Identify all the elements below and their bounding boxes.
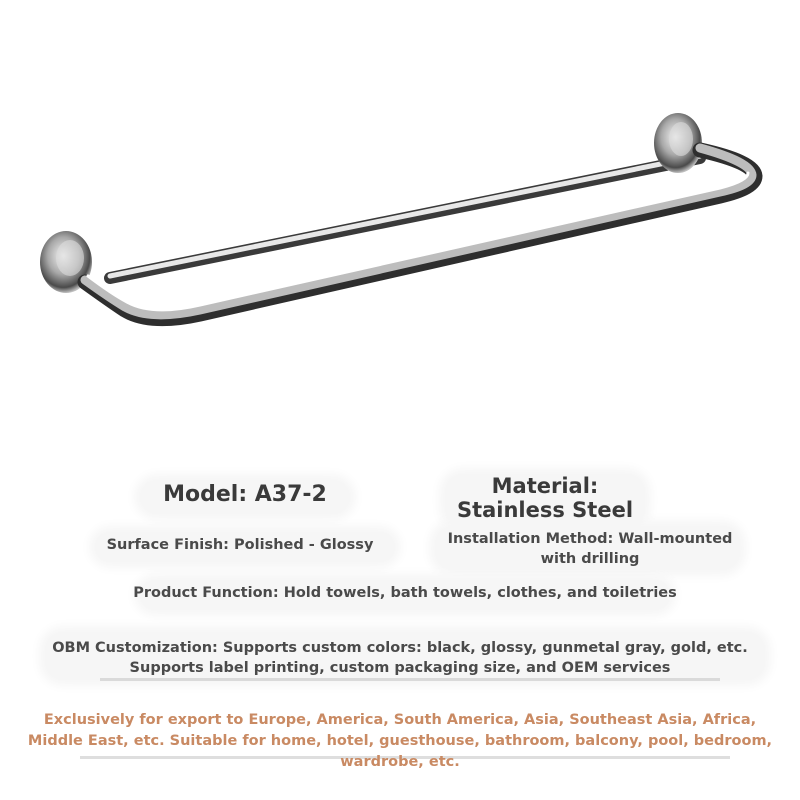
export-line3: wardrobe, etc. — [340, 754, 460, 770]
export-line1: Exclusively for export to Europe, America, South America, Asia, Southeast Asia, Africa, — [43, 712, 757, 728]
export-line2: Middle East, etc. Suitable for home, hotel, guesthouse, bathroom, balcony, pool, bedroom, — [27, 733, 773, 749]
model-label: Model: A37-2 — [163, 482, 327, 507]
front-bar — [85, 148, 755, 319]
material-label-line1: Material: — [491, 474, 599, 498]
product-info-panel — [0, 460, 800, 800]
installation-label-line1: Installation Method: Wall-mounted — [447, 531, 733, 547]
export-info-label — [10, 710, 790, 773]
obm-line2: Supports label printing, custom packaging size, and OEM services — [129, 660, 671, 676]
installation-label — [430, 529, 750, 569]
material-label-line2: Stainless Steel — [456, 498, 634, 522]
material-label — [430, 474, 660, 522]
surface-finish-label: Surface Finish: Polished - Glossy — [106, 537, 374, 553]
right-wall-flange — [654, 113, 702, 173]
installation-label-line2: with drilling — [540, 551, 640, 567]
obm-line1: OBM Customization: Supports custom colors: black, glossy, gunmetal gray, gold, etc. — [52, 640, 748, 656]
garbled-overlay-top — [100, 678, 720, 681]
product-function-label: Product Function: Hold towels, bath towels, clothes, and toiletries — [133, 585, 677, 601]
obm-customization-label — [20, 638, 780, 678]
